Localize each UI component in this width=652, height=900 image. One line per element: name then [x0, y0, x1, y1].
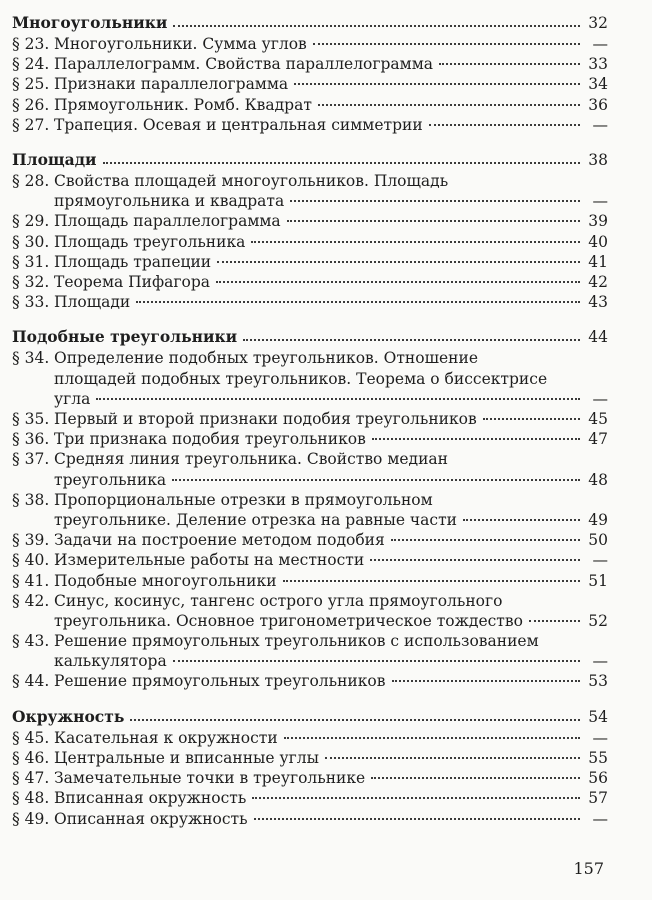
toc-entry: [12, 34, 608, 54]
entry-title-text: Средняя линия треугольника. Свойство медиан: [54, 450, 448, 469]
entry-page: —: [592, 35, 608, 53]
entry-page: 57: [588, 789, 608, 808]
dot-leader: [439, 63, 580, 65]
entry-body: [54, 591, 608, 631]
entry-body: [54, 728, 608, 748]
entry-body: [54, 232, 608, 252]
entry-title-text: Прямоугольник. Ромб. Квадрат: [54, 95, 312, 114]
toc-entry: [12, 788, 608, 808]
entry-body: [54, 272, 608, 292]
entry-body: [54, 550, 608, 570]
entry-page: 39: [588, 212, 608, 231]
entry-body: [54, 348, 608, 409]
entry-title-text: Теорема Пифагора: [54, 273, 210, 291]
dot-leader: [254, 818, 580, 820]
toc-entry: [12, 571, 608, 591]
entry-line: [54, 95, 608, 115]
section-heading: [12, 326, 608, 346]
dot-leader: [217, 261, 580, 263]
entry-page: —: [592, 728, 608, 747]
toc-entry: [12, 95, 608, 115]
toc-section: [12, 326, 608, 691]
paragraph-number: § 32.: [12, 273, 50, 291]
entry-line: [54, 115, 608, 135]
paragraph-number: § 43.: [12, 632, 50, 651]
dot-leader: [251, 241, 580, 243]
entry-title-text: Пропорциональные отрезки в прямоугольном: [54, 490, 433, 509]
toc-entry: [12, 232, 608, 252]
entry-page: 41: [588, 252, 608, 271]
dot-leader: [173, 660, 580, 662]
entry-body: [54, 671, 608, 691]
entry-title-text: прямоугольника и квадрата: [54, 192, 285, 211]
entry-title-text: Измерительные работы на местности: [54, 551, 365, 570]
entry-page: 53: [588, 672, 608, 691]
section-heading: [12, 149, 608, 169]
entry-title-text: калькулятора: [54, 652, 167, 671]
toc-entry: [12, 768, 608, 788]
entry-title-text: треугольнике. Деление отрезка на равные части: [54, 510, 457, 529]
dot-leader: [370, 559, 580, 561]
paragraph-number: § 35.: [12, 409, 50, 428]
entry-page: 43: [588, 293, 608, 312]
paragraph-number: § 27.: [12, 115, 50, 134]
entry-body: [54, 631, 608, 671]
section-heading: [12, 12, 608, 32]
entry-page: 45: [588, 409, 608, 428]
paragraph-number: § 34.: [12, 349, 50, 368]
toc-entry: [12, 449, 608, 489]
dot-leader: [283, 580, 580, 582]
entry-line: [54, 510, 608, 530]
entry-title-text: треугольника. Основное тригонометрическое тождество: [54, 611, 523, 630]
entry-title-text: Площади: [54, 293, 131, 312]
entry-line: [54, 571, 608, 591]
paragraph-number: § 36.: [12, 430, 50, 449]
entry-body: [54, 530, 608, 550]
section-page: 54: [588, 707, 608, 726]
entry-title-text: Определение подобных треугольников. Отношение: [54, 349, 478, 368]
dot-leader: [429, 124, 580, 126]
paragraph-number: § 29.: [12, 212, 50, 231]
section-page: 38: [588, 151, 608, 170]
entry-line: [54, 348, 608, 368]
entry-line: [54, 171, 608, 191]
dot-leader: [252, 797, 580, 799]
entry-page: 36: [588, 95, 608, 114]
entry-page: 47: [588, 430, 608, 449]
entry-page: —: [592, 551, 608, 570]
section-title: Площади: [12, 150, 97, 170]
entry-page: 34: [588, 75, 608, 94]
section-page: 44: [588, 328, 608, 347]
entry-body: [54, 490, 608, 530]
entry-title-text: Описанная окружность: [54, 809, 248, 828]
toc-entry: [12, 429, 608, 449]
dot-leader: [483, 418, 580, 420]
entry-line: [54, 252, 608, 272]
toc-entry: [12, 728, 608, 748]
entry-page: 48: [588, 470, 608, 489]
section-title: Многоугольники: [12, 13, 168, 32]
paragraph-number: § 41.: [12, 571, 50, 590]
entry-page: 42: [588, 273, 608, 291]
entry-line: [54, 768, 608, 788]
paragraph-number: § 28.: [12, 172, 50, 191]
entry-page: 51: [588, 571, 608, 590]
entry-line: [54, 748, 608, 768]
dot-leader: [243, 339, 580, 341]
entry-body: [54, 429, 608, 449]
entry-line: [54, 54, 608, 74]
paragraph-number: § 26.: [12, 95, 50, 114]
paragraph-number: § 31.: [12, 252, 50, 271]
entry-body: [54, 252, 608, 272]
toc-section: [12, 706, 608, 829]
entry-title-text: Три признака подобия треугольников: [54, 430, 366, 449]
entry-body: [54, 171, 608, 211]
entry-line: [54, 550, 608, 570]
entry-page: 55: [588, 748, 608, 767]
dot-leader: [392, 680, 581, 682]
entry-title-text: треугольника: [54, 470, 167, 489]
paragraph-number: § 40.: [12, 551, 50, 570]
entry-body: [54, 449, 608, 489]
entry-line: [54, 409, 608, 429]
entry-body: [54, 788, 608, 808]
toc-entry: [12, 211, 608, 231]
entry-body: [54, 571, 608, 591]
entry-page: —: [592, 192, 608, 211]
paragraph-number: § 25.: [12, 75, 50, 94]
entry-page: —: [592, 115, 608, 134]
paragraph-number: § 45.: [12, 728, 50, 747]
entry-title-text: площадей подобных треугольников. Теорема о биссектрисе: [54, 369, 548, 388]
entry-body: [54, 34, 608, 54]
entry-page: —: [592, 389, 608, 408]
entry-page: 33: [588, 55, 608, 74]
entry-title-text: Решение прямоугольных треугольников: [54, 672, 386, 691]
entry-title-text: Синус, косинус, тангенс острого угла прямоугольного: [54, 591, 503, 610]
dot-leader: [529, 620, 580, 622]
toc-entry: [12, 550, 608, 570]
entry-line: [54, 728, 608, 748]
entry-body: [54, 95, 608, 115]
entry-title-text: Касательная к окружности: [54, 728, 278, 747]
entry-body: [54, 809, 608, 829]
entry-line: [54, 809, 608, 829]
toc-entry: [12, 292, 608, 312]
entry-line: [54, 490, 608, 510]
toc-entry: [12, 530, 608, 550]
entry-title-text: Вписанная окружность: [54, 789, 247, 808]
entry-line: [54, 611, 608, 631]
paragraph-number: § 30.: [12, 232, 50, 251]
entry-title-text: Признаки параллелограмма: [54, 75, 289, 94]
toc-entry: [12, 671, 608, 691]
dot-leader: [136, 301, 580, 303]
entry-line: [54, 788, 608, 808]
entry-title-text: Параллелограмм. Свойства параллелограмма: [54, 55, 434, 74]
entry-line: [54, 631, 608, 651]
dot-leader: [325, 757, 580, 759]
entry-title-text: Площадь параллелограмма: [54, 212, 281, 231]
paragraph-number: § 47.: [12, 769, 50, 788]
dot-leader: [318, 104, 580, 106]
entry-title-text: Первый и второй признаки подобия треугольников: [54, 409, 477, 428]
entry-line: [54, 272, 608, 292]
dot-leader: [284, 737, 580, 739]
entry-title-text: Решение прямоугольных треугольников с использованием: [54, 632, 539, 651]
toc-entry: [12, 809, 608, 829]
entry-body: [54, 211, 608, 231]
entry-line: [54, 211, 608, 231]
toc-entry: [12, 54, 608, 74]
entry-line: [54, 530, 608, 550]
paragraph-number: § 42.: [12, 591, 50, 610]
entry-body: [54, 748, 608, 768]
entry-line: [54, 651, 608, 671]
entry-title-text: Свойства площадей многоугольников. Площадь: [54, 172, 449, 191]
dot-leader: [172, 479, 580, 481]
section-page: 32: [588, 14, 608, 32]
entry-body: [54, 54, 608, 74]
paragraph-number: § 37.: [12, 450, 50, 469]
toc-entry: [12, 631, 608, 671]
entry-line: [54, 191, 608, 211]
paragraph-number: § 23.: [12, 35, 50, 53]
toc-entry: [12, 748, 608, 768]
entry-body: [54, 768, 608, 788]
entry-page: 52: [588, 611, 608, 630]
entry-title-text: угла: [54, 389, 91, 408]
dot-leader: [391, 539, 580, 541]
entry-line: [54, 429, 608, 449]
dot-leader: [287, 220, 580, 222]
toc-entry: [12, 591, 608, 631]
toc-section: [12, 149, 608, 312]
paragraph-number: § 24.: [12, 55, 50, 74]
toc-entry: [12, 171, 608, 211]
toc-entry: [12, 348, 608, 409]
entry-title-text: Трапеция. Осевая и центральная симметрии: [54, 115, 423, 134]
entry-line: [54, 449, 608, 469]
dot-leader: [130, 719, 580, 721]
toc-entry: [12, 272, 608, 292]
entry-line: [54, 470, 608, 490]
dot-leader: [216, 281, 580, 283]
entry-line: [54, 292, 608, 312]
entry-body: [54, 409, 608, 429]
dot-leader: [372, 438, 580, 440]
entry-page: —: [592, 652, 608, 671]
entry-body: [54, 74, 608, 94]
entry-title-text: Задачи на построение методом подобия: [54, 531, 385, 550]
entry-line: [54, 74, 608, 94]
dot-leader: [290, 200, 580, 202]
toc-entry: [12, 490, 608, 530]
dot-leader: [96, 398, 580, 400]
section-heading: [12, 706, 608, 726]
entry-title-text: Площадь трапеции: [54, 252, 212, 271]
entry-body: [54, 292, 608, 312]
entry-page: 49: [588, 510, 608, 529]
table-of-contents: [12, 12, 608, 843]
dot-leader: [103, 162, 580, 164]
paragraph-number: § 48.: [12, 789, 50, 808]
paragraph-number: § 38.: [12, 490, 50, 509]
paragraph-number: § 49.: [12, 809, 50, 828]
entry-title-text: Площадь треугольника: [54, 232, 246, 251]
entry-page: 50: [588, 531, 608, 550]
entry-title-text: Замечательные точки в треугольнике: [54, 769, 366, 788]
dot-leader: [463, 519, 580, 521]
toc-entry: [12, 74, 608, 94]
entry-title-text: Многоугольники. Сумма углов: [54, 35, 307, 53]
dot-leader: [173, 25, 580, 27]
paragraph-number: § 46.: [12, 748, 50, 767]
section-title: Окружность: [12, 706, 125, 726]
toc-entry: [12, 252, 608, 272]
entry-line: [54, 671, 608, 691]
entry-page: 40: [588, 232, 608, 251]
paragraph-number: § 39.: [12, 531, 50, 550]
paragraph-number: § 33.: [12, 293, 50, 312]
entry-line: [54, 591, 608, 611]
entry-line: [54, 34, 608, 54]
dot-leader: [294, 83, 580, 85]
section-title: Подобные треугольники: [12, 327, 238, 347]
dot-leader: [313, 43, 580, 45]
toc-entry: [12, 409, 608, 429]
entry-page: —: [592, 809, 608, 828]
toc-entry: [12, 115, 608, 135]
entry-line: [54, 389, 608, 409]
page-number: 157: [573, 859, 604, 878]
toc-section: [12, 12, 608, 135]
entry-page: 56: [588, 769, 608, 788]
paragraph-number: § 44.: [12, 672, 50, 691]
dot-leader: [371, 777, 580, 779]
entry-line: [54, 369, 608, 389]
entry-line: [54, 232, 608, 252]
entry-title-text: Подобные многоугольники: [54, 571, 277, 590]
entry-title-text: Центральные и вписанные углы: [54, 748, 319, 767]
entry-body: [54, 115, 608, 135]
